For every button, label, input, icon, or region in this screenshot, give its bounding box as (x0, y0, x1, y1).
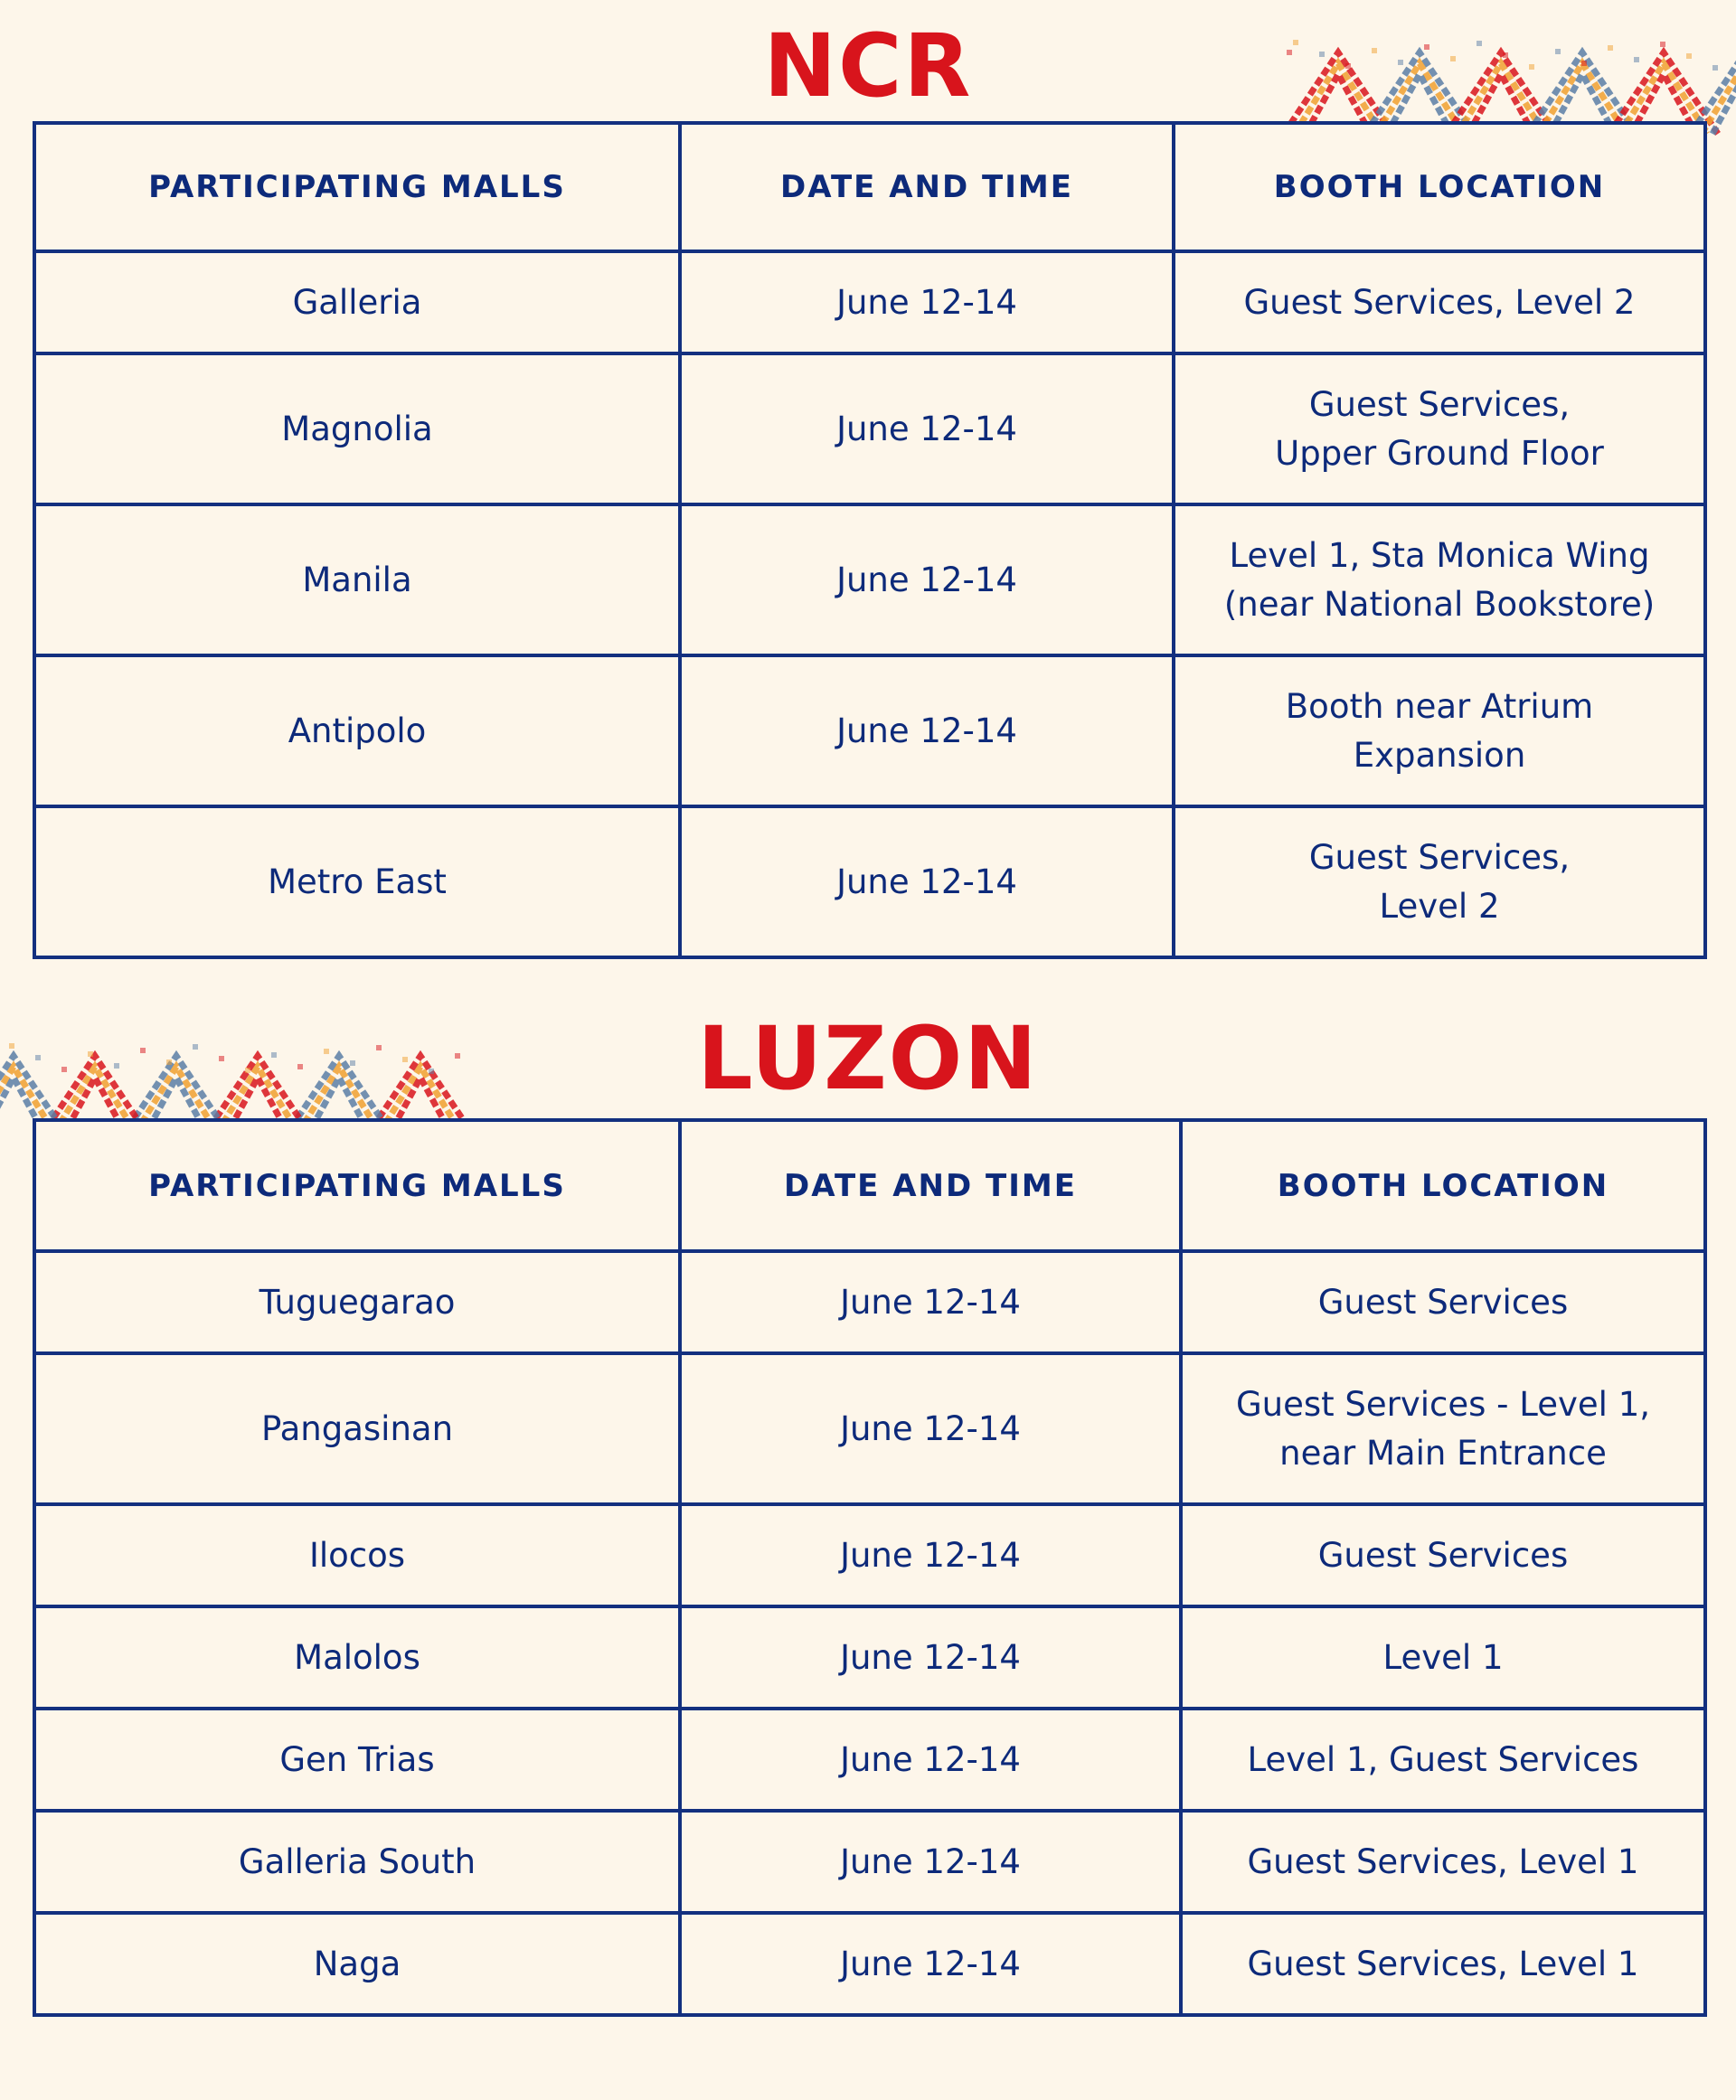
mall-name-cell: Tuguegarao (34, 1251, 680, 1353)
table-header-row (34, 123, 1705, 251)
booth-location-cell (1181, 1913, 1705, 2015)
date-cell: June 12-14 (680, 806, 1174, 957)
booth-location-cell (1181, 1251, 1705, 1353)
booth-location-cell (1174, 353, 1705, 504)
date-cell: June 12-14 (680, 353, 1174, 504)
mall-name-cell: Pangasinan (34, 1353, 680, 1504)
mall-name-cell: Galleria South (34, 1811, 680, 1913)
table-row (34, 1811, 1705, 1913)
location-line: Level 1, Guest Services (1247, 1739, 1639, 1779)
table-row (34, 1913, 1705, 2015)
date-cell: June 12-14 (680, 251, 1174, 353)
column-header-location: BOOTH LOCATION (1174, 123, 1705, 251)
location-line: Expansion (1353, 735, 1526, 775)
booth-location-cell (1181, 1353, 1705, 1504)
mall-name-cell: Naga (34, 1913, 680, 2015)
mall-name-cell: Magnolia (34, 353, 680, 504)
mall-name-cell: Manila (34, 504, 680, 655)
ncr-mall-table (33, 121, 1707, 959)
booth-location-cell (1174, 504, 1705, 655)
mall-name-cell: Ilocos (34, 1504, 680, 1606)
column-header-date: DATE AND TIME (680, 1120, 1181, 1251)
table-row (34, 806, 1705, 957)
booth-location-cell (1181, 1709, 1705, 1811)
column-header-date: DATE AND TIME (680, 123, 1174, 251)
booth-location-cell (1181, 1504, 1705, 1606)
location-line: Guest Services (1317, 1282, 1569, 1322)
mall-name-cell: Galleria (34, 251, 680, 353)
date-cell: June 12-14 (680, 1709, 1181, 1811)
mall-name-cell: Antipolo (34, 655, 680, 806)
table-row (34, 353, 1705, 504)
date-cell: June 12-14 (680, 504, 1174, 655)
column-header-location: BOOTH LOCATION (1181, 1120, 1705, 1251)
luzon-mall-table (33, 1118, 1707, 2017)
booth-location-cell (1174, 806, 1705, 957)
table-row (34, 1709, 1705, 1811)
table-row (34, 1251, 1705, 1353)
location-line: Level 1 (1382, 1637, 1504, 1677)
date-cell: June 12-14 (680, 1251, 1181, 1353)
table-row (34, 1606, 1705, 1709)
table-header-row (34, 1120, 1705, 1251)
location-line: Guest Services, Level 1 (1247, 1841, 1639, 1881)
date-cell: June 12-14 (680, 1504, 1181, 1606)
mall-name-cell: Malolos (34, 1606, 680, 1709)
date-cell: June 12-14 (680, 1353, 1181, 1504)
location-line: Guest Services (1317, 1535, 1569, 1575)
location-line: Guest Services, Level 2 (1243, 282, 1636, 322)
location-line: near Main Entrance (1279, 1433, 1607, 1473)
booth-location-cell (1174, 251, 1705, 353)
mall-name-cell: Metro East (34, 806, 680, 957)
column-header-malls: PARTICIPATING MALLS (34, 1120, 680, 1251)
booth-location-cell (1181, 1811, 1705, 1913)
table-row (34, 1504, 1705, 1606)
mall-name-cell: Gen Trias (34, 1709, 680, 1811)
booth-location-cell (1181, 1606, 1705, 1709)
ncr-section-title: NCR (763, 15, 973, 117)
location-line: Guest Services, Level 1 (1247, 1944, 1639, 1983)
date-cell: June 12-14 (680, 1913, 1181, 2015)
table-row (34, 1353, 1705, 1504)
location-line: Booth near Atrium (1285, 686, 1594, 726)
location-line: Upper Ground Floor (1275, 433, 1604, 473)
table-row (34, 655, 1705, 806)
date-cell: June 12-14 (680, 655, 1174, 806)
luzon-section-title: LUZON (697, 1008, 1039, 1109)
location-line: Level 2 (1379, 886, 1500, 926)
location-line: Guest Services - Level 1, (1235, 1384, 1651, 1424)
location-line: Guest Services, (1308, 837, 1571, 877)
table-row (34, 504, 1705, 655)
location-line: Level 1, Sta Monica Wing (1229, 535, 1650, 575)
date-cell: June 12-14 (680, 1811, 1181, 1913)
location-line: (near National Bookstore) (1223, 584, 1656, 624)
table-row (34, 251, 1705, 353)
column-header-malls: PARTICIPATING MALLS (34, 123, 680, 251)
booth-location-cell (1174, 655, 1705, 806)
date-cell: June 12-14 (680, 1606, 1181, 1709)
location-line: Guest Services, (1308, 384, 1571, 424)
